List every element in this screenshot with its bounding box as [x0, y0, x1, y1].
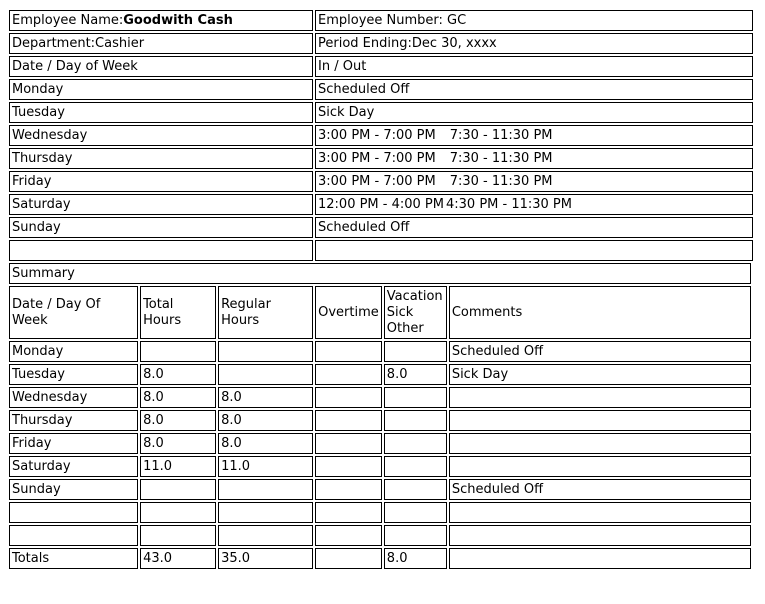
summary-regular: 8.0	[218, 410, 313, 431]
summary-vso	[384, 456, 447, 477]
summary-table	[7, 261, 753, 571]
summary-vso	[384, 479, 447, 500]
schedule-day: Sunday	[9, 217, 313, 238]
employee-name-value: Goodwith Cash	[123, 12, 233, 28]
summary-day: Thursday	[9, 410, 138, 431]
summary-total: 8.0	[140, 387, 216, 408]
period-ending-cell: Period Ending:Dec 30, xxxx	[315, 33, 753, 54]
schedule-day: Tuesday	[9, 102, 313, 123]
summary-regular	[218, 479, 313, 500]
shift-first: Sick Day	[318, 104, 375, 120]
summary-title-row	[9, 263, 751, 284]
schedule-hours	[315, 79, 753, 100]
summary-vso: 8.0	[384, 364, 447, 385]
summary-day: Saturday	[9, 456, 138, 477]
schedule-day: Wednesday	[9, 125, 313, 146]
summary-overtime	[315, 433, 382, 454]
summary-total: 8.0	[140, 433, 216, 454]
shift-second: 7:30 - 11:30 PM	[449, 173, 553, 189]
summary-row	[9, 433, 751, 454]
summary-total: 11.0	[140, 456, 216, 477]
summary-vso	[384, 525, 447, 546]
schedule-row	[9, 171, 753, 192]
schedule-hours	[315, 194, 753, 215]
summary-day: Friday	[9, 433, 138, 454]
summary-overtime	[315, 456, 382, 477]
summary-row	[9, 341, 751, 362]
summary-overtime	[315, 479, 382, 500]
summary-row	[9, 410, 751, 431]
summary-total	[140, 341, 216, 362]
summary-regular	[218, 364, 313, 385]
totals-total: 43.0	[140, 548, 216, 569]
employee-number-cell: Employee Number: GC	[315, 10, 753, 31]
summary-day: Wednesday	[9, 387, 138, 408]
totals-overtime	[315, 548, 382, 569]
shift-first: 3:00 PM - 7:00 PM	[318, 127, 436, 143]
summary-day: Monday	[9, 341, 138, 362]
summary-overtime	[315, 341, 382, 362]
summary-total	[140, 525, 216, 546]
summary-day	[9, 502, 138, 523]
schedule-row	[9, 125, 753, 146]
shift-first: Scheduled Off	[318, 219, 410, 235]
summary-comments	[449, 433, 751, 454]
blank-cell	[315, 240, 753, 261]
summary-comments: Scheduled Off	[449, 341, 751, 362]
schedule-header-row	[9, 56, 753, 77]
summary-comments	[449, 387, 751, 408]
schedule-row	[9, 79, 753, 100]
summary-regular: 8.0	[218, 433, 313, 454]
summary-row	[9, 364, 751, 385]
employee-name-cell	[9, 10, 313, 31]
summary-title: Summary	[9, 263, 751, 284]
summary-day	[9, 525, 138, 546]
shift-first: 3:00 PM - 7:00 PM	[318, 150, 436, 166]
totals-regular: 35.0	[218, 548, 313, 569]
comments-header: Comments	[449, 286, 751, 339]
summary-total: 8.0	[140, 364, 216, 385]
schedule-day: Saturday	[9, 194, 313, 215]
shift-first: Scheduled Off	[318, 81, 410, 97]
summary-comments	[449, 525, 751, 546]
summary-day-header: Date / Day Of Week	[9, 286, 138, 339]
overtime-header: Overtime	[315, 286, 382, 339]
summary-overtime	[315, 502, 382, 523]
schedule-hours	[315, 102, 753, 123]
summary-comments: Scheduled Off	[449, 479, 751, 500]
shift-first: 3:00 PM - 7:00 PM	[318, 173, 436, 189]
regular-hours-header: Regular Hours	[218, 286, 313, 339]
summary-row	[9, 479, 751, 500]
blank-row	[9, 240, 753, 261]
schedule-day: Monday	[9, 79, 313, 100]
summary-comments	[449, 456, 751, 477]
summary-vso	[384, 410, 447, 431]
schedule-hours	[315, 171, 753, 192]
summary-overtime	[315, 387, 382, 408]
summary-header-row	[9, 286, 751, 339]
summary-day: Sunday	[9, 479, 138, 500]
department-row	[9, 33, 753, 54]
summary-vso	[384, 502, 447, 523]
schedule-day: Thursday	[9, 148, 313, 169]
schedule-inout-header: In / Out	[315, 56, 753, 77]
summary-overtime	[315, 525, 382, 546]
employee-name-label: Employee Name:	[12, 12, 124, 28]
totals-vso: 8.0	[384, 548, 447, 569]
totals-comments	[449, 548, 751, 569]
schedule-day: Friday	[9, 171, 313, 192]
summary-total	[140, 502, 216, 523]
timesheet	[7, 8, 755, 571]
summary-regular	[218, 502, 313, 523]
summary-row	[9, 456, 751, 477]
summary-total	[140, 479, 216, 500]
shift-second: 7:30 - 11:30 PM	[449, 127, 553, 143]
employee-row	[9, 10, 753, 31]
schedule-hours	[315, 148, 753, 169]
summary-overtime	[315, 364, 382, 385]
summary-vso	[384, 387, 447, 408]
summary-vso	[384, 341, 447, 362]
summary-regular: 8.0	[218, 387, 313, 408]
summary-regular	[218, 525, 313, 546]
shift-first: 12:00 PM - 4:00 PM	[318, 196, 444, 212]
summary-row	[9, 525, 751, 546]
summary-comments: Sick Day	[449, 364, 751, 385]
blank-cell	[9, 240, 313, 261]
shift-second: 7:30 - 11:30 PM	[449, 150, 553, 166]
schedule-row	[9, 148, 753, 169]
summary-comments	[449, 410, 751, 431]
schedule-row	[9, 194, 753, 215]
schedule-row	[9, 102, 753, 123]
summary-total: 8.0	[140, 410, 216, 431]
department-cell: Department:Cashier	[9, 33, 313, 54]
summary-regular: 11.0	[218, 456, 313, 477]
schedule-row	[9, 217, 753, 238]
summary-comments	[449, 502, 751, 523]
totals-row	[9, 548, 751, 569]
schedule-day-header: Date / Day of Week	[9, 56, 313, 77]
schedule-hours	[315, 217, 753, 238]
schedule-hours	[315, 125, 753, 146]
summary-overtime	[315, 410, 382, 431]
totals-label: Totals	[9, 548, 138, 569]
total-hours-header: Total Hours	[140, 286, 216, 339]
schedule-table	[7, 8, 755, 263]
summary-row	[9, 502, 751, 523]
vacation-sick-other-header: Vacation Sick Other	[384, 286, 447, 339]
shift-second: 4:30 PM - 11:30 PM	[446, 196, 572, 212]
summary-day: Tuesday	[9, 364, 138, 385]
summary-row	[9, 387, 751, 408]
summary-regular	[218, 341, 313, 362]
summary-vso	[384, 433, 447, 454]
